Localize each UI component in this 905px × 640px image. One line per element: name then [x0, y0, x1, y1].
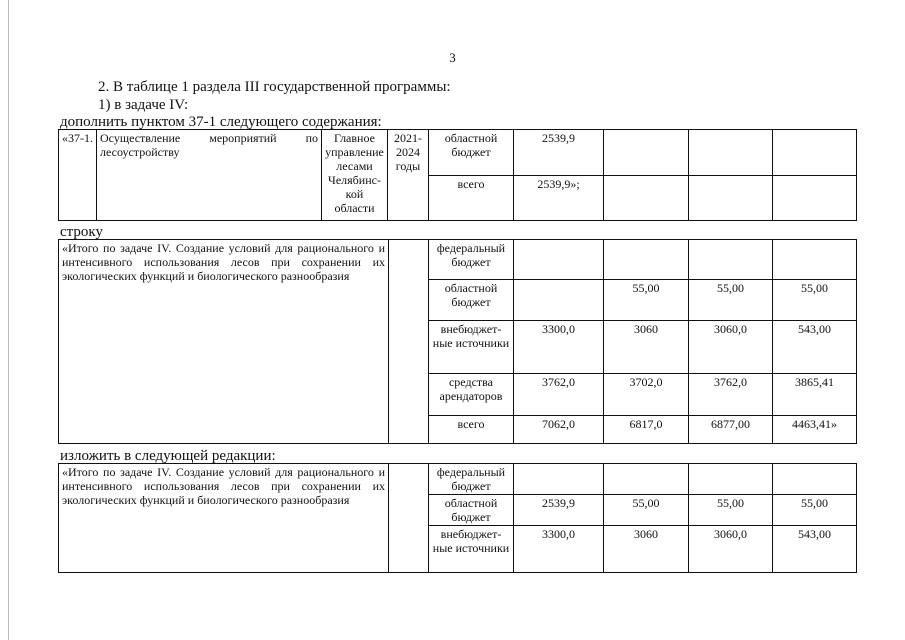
value-cell: 3300,0: [514, 321, 604, 374]
value-cell: [604, 130, 689, 176]
item-name-line1: Осуществление мероприятий по: [100, 131, 318, 145]
value-cell: 2539,9»;: [514, 176, 604, 221]
value-cell: 55,00: [773, 495, 857, 526]
source-cell: средства арендаторов: [429, 374, 514, 416]
value-cell: 3060,0: [689, 321, 773, 374]
item-name: [97, 130, 322, 221]
total-name: «Итого по задаче IV. Создание условий для рационального и интенсивного использования лесов при сохранении их экологических функций и биологического разнообразия: [59, 240, 389, 444]
value-cell: [689, 176, 773, 221]
table-total-new: [58, 463, 857, 573]
value-cell: [773, 240, 857, 280]
value-cell: [604, 464, 689, 495]
value-cell: 543,00: [773, 321, 857, 374]
word-stroku: строку: [60, 224, 103, 240]
value-cell: 3060: [604, 321, 689, 374]
value-cell: 55,00: [689, 280, 773, 321]
item-number: «37-1.: [59, 130, 97, 221]
value-cell: 3300,0: [514, 526, 604, 573]
item-period: 2021-2024 годы: [388, 130, 429, 221]
source-cell: федеральный бюджет: [429, 240, 514, 280]
value-cell: [514, 280, 604, 321]
value-cell: 55,00: [773, 280, 857, 321]
intro-line-1: 2. В таблице 1 раздела III государственной программы:: [98, 79, 451, 95]
value-cell: 7062,0: [514, 416, 604, 444]
value-cell: [514, 464, 604, 495]
value-cell: 55,00: [604, 280, 689, 321]
table-total-old: [58, 239, 857, 444]
value-cell: 3762,0: [689, 374, 773, 416]
source-cell: федеральный бюджет: [429, 464, 514, 495]
value-cell: 3702,0: [604, 374, 689, 416]
value-cell: 3060,0: [689, 526, 773, 573]
value-cell: 3762,0: [514, 374, 604, 416]
value-cell: 3060: [604, 526, 689, 573]
source-cell: внебюджет-ные источники: [429, 321, 514, 374]
table-item-37-1: [58, 129, 857, 221]
value-cell: [773, 176, 857, 221]
value-cell: 3865,41: [773, 374, 857, 416]
intro-line-3: дополнить пунктом 37-1 следующего содержания:: [60, 114, 382, 130]
item-name-line2: лесоустройству: [100, 145, 180, 159]
source-cell: областной бюджет: [429, 495, 514, 526]
intro-line-2: 1) в задаче IV:: [98, 97, 189, 113]
value-cell: 55,00: [604, 495, 689, 526]
value-cell: 55,00: [689, 495, 773, 526]
value-cell: [689, 240, 773, 280]
value-cell: [773, 464, 857, 495]
redaction-note: изложить в следующей редакции:: [60, 448, 276, 464]
empty-cell: [389, 240, 429, 444]
page-edge: [8, 0, 9, 640]
total-name: «Итого по задаче IV. Создание условий для рационального и интенсивного использования лесов при сохранении их экологических функций и биологического разнообразия: [59, 464, 389, 573]
value-cell: 4463,41»: [773, 416, 857, 444]
value-cell: [689, 464, 773, 495]
value-cell: [604, 176, 689, 221]
source-cell: областной бюджет: [429, 130, 514, 176]
value-cell: 2539,9: [514, 495, 604, 526]
source-cell: всего: [429, 416, 514, 444]
source-cell: областной бюджет: [429, 280, 514, 321]
item-executor: Главное управление лесами Челябинс-кой области: [322, 130, 388, 221]
value-cell: 543,00: [773, 526, 857, 573]
value-cell: 2539,9: [514, 130, 604, 176]
source-cell: всего: [429, 176, 514, 221]
value-cell: [689, 130, 773, 176]
value-cell: [604, 240, 689, 280]
page-number: 3: [449, 50, 456, 65]
value-cell: 6817,0: [604, 416, 689, 444]
value-cell: [773, 130, 857, 176]
value-cell: [514, 240, 604, 280]
source-cell: внебюджет-ные источники: [429, 526, 514, 573]
empty-cell: [389, 464, 429, 573]
value-cell: 6877,00: [689, 416, 773, 444]
